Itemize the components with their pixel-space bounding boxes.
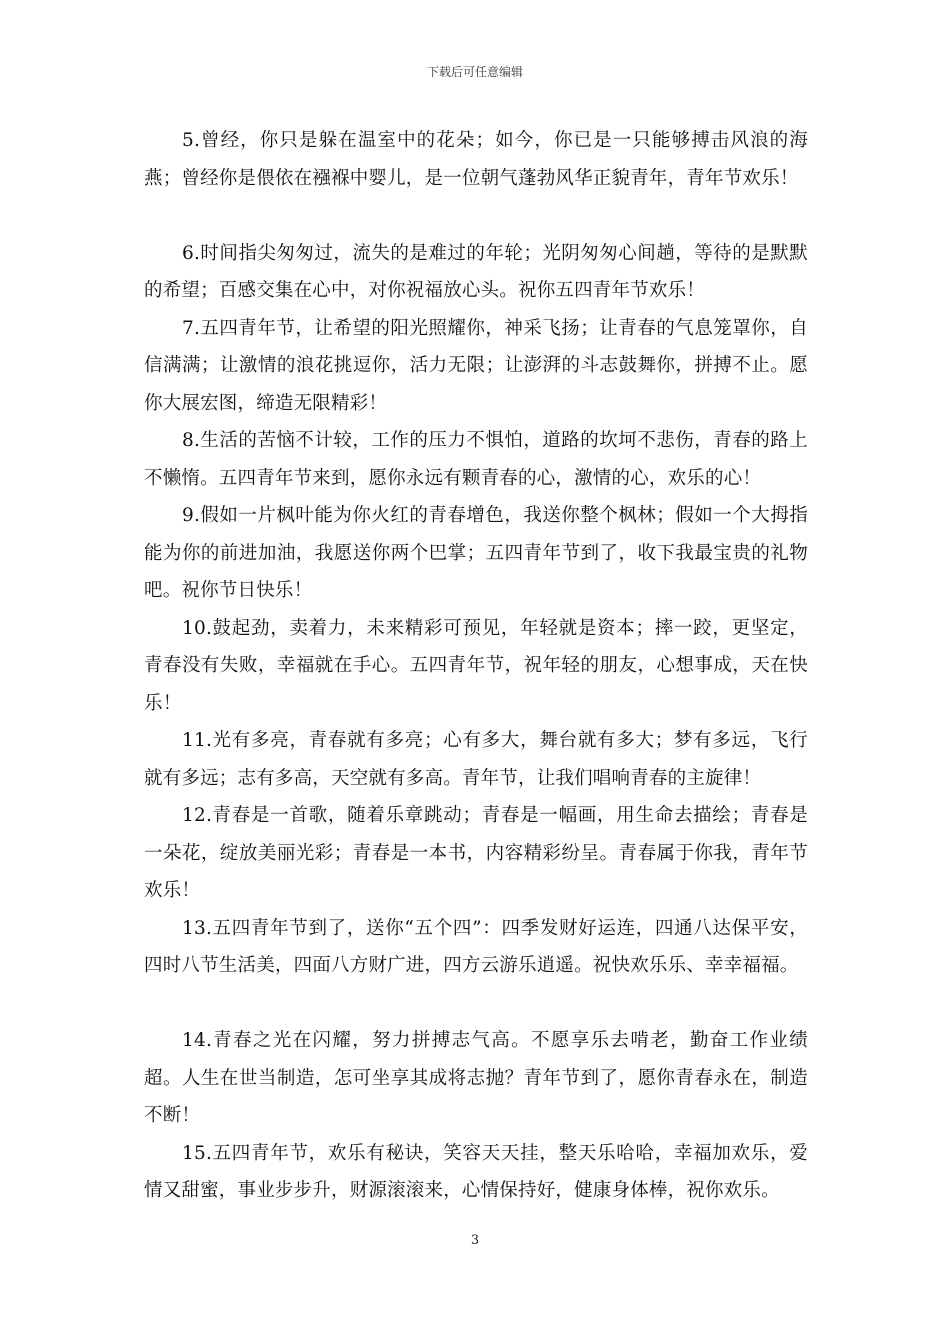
paragraph-15: 15.五四青年节，欢乐有秘诀，笑容天天挂，整天乐哈哈，幸福加欢乐，爱情又甜蜜，事业步步升，财源滚滚来，心情保持好，健康身体棒，祝你欢乐。	[144, 1142, 808, 1201]
paragraph-14: 14.青春之光在闪耀，努力拼搏志气高。不愿享乐去啃老，勤奋工作业绩超。人生在世当制造，怎可坐享其成将志抛？青年节到了，愿你青春永在，制造不断！	[144, 1030, 808, 1126]
paragraph-12: 12.青春是一首歌，随着乐章跳动；青春是一幅画，用生命去描绘；青春是一朵花，绽放美丽光彩；青春是一本书，内容精彩纷呈。青春属于你我，青年节欢乐！	[144, 805, 808, 901]
paragraph-11: 11.光有多亮，青春就有多亮；心有多大，舞台就有多大；梦有多远，飞行就有多远；志有多高，天空就有多高。青年节，让我们唱响青春的主旋律！	[144, 730, 808, 789]
document-body	[144, 122, 808, 1210]
paragraph-5: 5.曾经，你只是躲在温室中的花朵；如今，你已是一只能够搏击风浪的海燕；曾经你是偎依在襁褓中婴儿，是一位朝气蓬勃风华正貌青年，青年节欢乐！	[144, 130, 808, 189]
paragraph-10: 10.鼓起劲，卖着力，未来精彩可预见，年轻就是资本；摔一跤，更坚定，青春没有失败，幸福就在手心。五四青年节，祝年轻的朋友，心想事成，天在快乐！	[144, 617, 808, 714]
paragraph-13: 13.五四青年节到了，送你“五个四”：四季发财好运连，四通八达保平安，四时八节生活美，四面八方财广进，四方云游乐逍遥。祝快欢乐乐、幸幸福福。	[144, 917, 808, 976]
blank-line	[144, 197, 808, 235]
page-number: 3	[470, 1233, 480, 1248]
blank-line	[144, 985, 808, 1023]
paragraph-9: 9.假如一片枫叶能为你火红的青春增色，我送你整个枫林；假如一个大拇指能为你的前进加油，我愿送你两个巴掌；五四青年节到了，收下我最宝贵的礼物吧。祝你节日快乐！	[144, 505, 808, 601]
paragraph-8: 8.生活的苦恼不计较，工作的压力不惧怕，道路的坎坷不悲伤，青春的路上不懒惰。五四青年节来到，愿你永远有颗青春的心，激情的心，欢乐的心！	[144, 430, 808, 489]
page-header: 下载后可任意编辑	[426, 65, 523, 79]
paragraph-7: 7.五四青年节，让希望的阳光照耀你，神采飞扬；让青春的气息笼罩你，自信满满；让激情的浪花挑逗你，活力无限；让澎湃的斗志鼓舞你，拼搏不止。愿你大展宏图，缔造无限精彩！	[144, 317, 808, 414]
paragraph-6: 6.时间指尖匆匆过，流失的是难过的年轮；光阴匆匆心间趟，等待的是默默的希望；百感交集在心中，对你祝福放心头。祝你五四青年节欢乐！	[144, 242, 808, 301]
